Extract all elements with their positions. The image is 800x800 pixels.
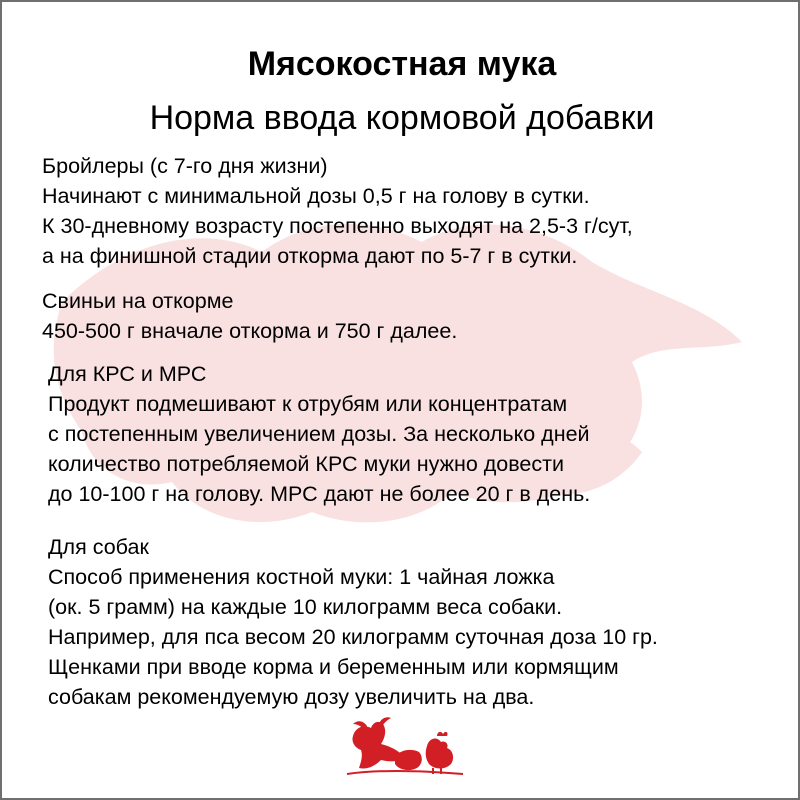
page-title: Мясокостная мука xyxy=(247,45,557,83)
section-broilers xyxy=(42,151,633,271)
section-line: до 10-100 г на голову. МРС дают не более 20 г в день. xyxy=(48,482,591,506)
section-line: Щенками при вводе корма и беременным или кормящим xyxy=(48,655,619,679)
section-heading: Бройлеры (с 7-го дня жизни) xyxy=(42,154,328,178)
section-heading: Для собак xyxy=(48,535,149,559)
section-line: Продукт подмешивают к отрубям или концентратам xyxy=(48,392,568,416)
section-cattle xyxy=(48,359,590,509)
section-line: Способ применения костной муки: 1 чайная ложка xyxy=(48,565,555,589)
section-line: Начинают с минимальной дозы 0,5 г на голову в сутки. xyxy=(42,184,590,208)
section-line: Например, для пса весом 20 килограмм суточная доза 10 гр. xyxy=(48,625,658,649)
section-line: 450-500 г вначале откорма и 750 г далее. xyxy=(42,319,458,343)
section-line: (ок. 5 грамм) на каждые 10 килограмм веса собаки. xyxy=(48,595,563,619)
farm-animals-logo-icon xyxy=(345,716,465,778)
section-dogs xyxy=(48,532,658,712)
section-line: количество потребляемой КРС муки нужно довести xyxy=(48,452,564,476)
section-heading: Для КРС и МРС xyxy=(48,362,207,386)
section-line: а на финишной стадии откорма дают по 5-7 г в сутки. xyxy=(42,244,578,268)
page-subtitle: Норма ввода кормовой добавки xyxy=(149,99,655,137)
section-pigs xyxy=(42,286,457,346)
section-line: с постепенным увеличением дозы. За несколько дней xyxy=(48,422,590,446)
section-line: собакам рекомендуемую дозу увеличить на два. xyxy=(48,685,535,709)
section-line: К 30-дневному возрасту постепенно выходят на 2,5-3 г/сут, xyxy=(42,214,633,238)
section-heading: Свиньи на откорме xyxy=(42,289,234,313)
